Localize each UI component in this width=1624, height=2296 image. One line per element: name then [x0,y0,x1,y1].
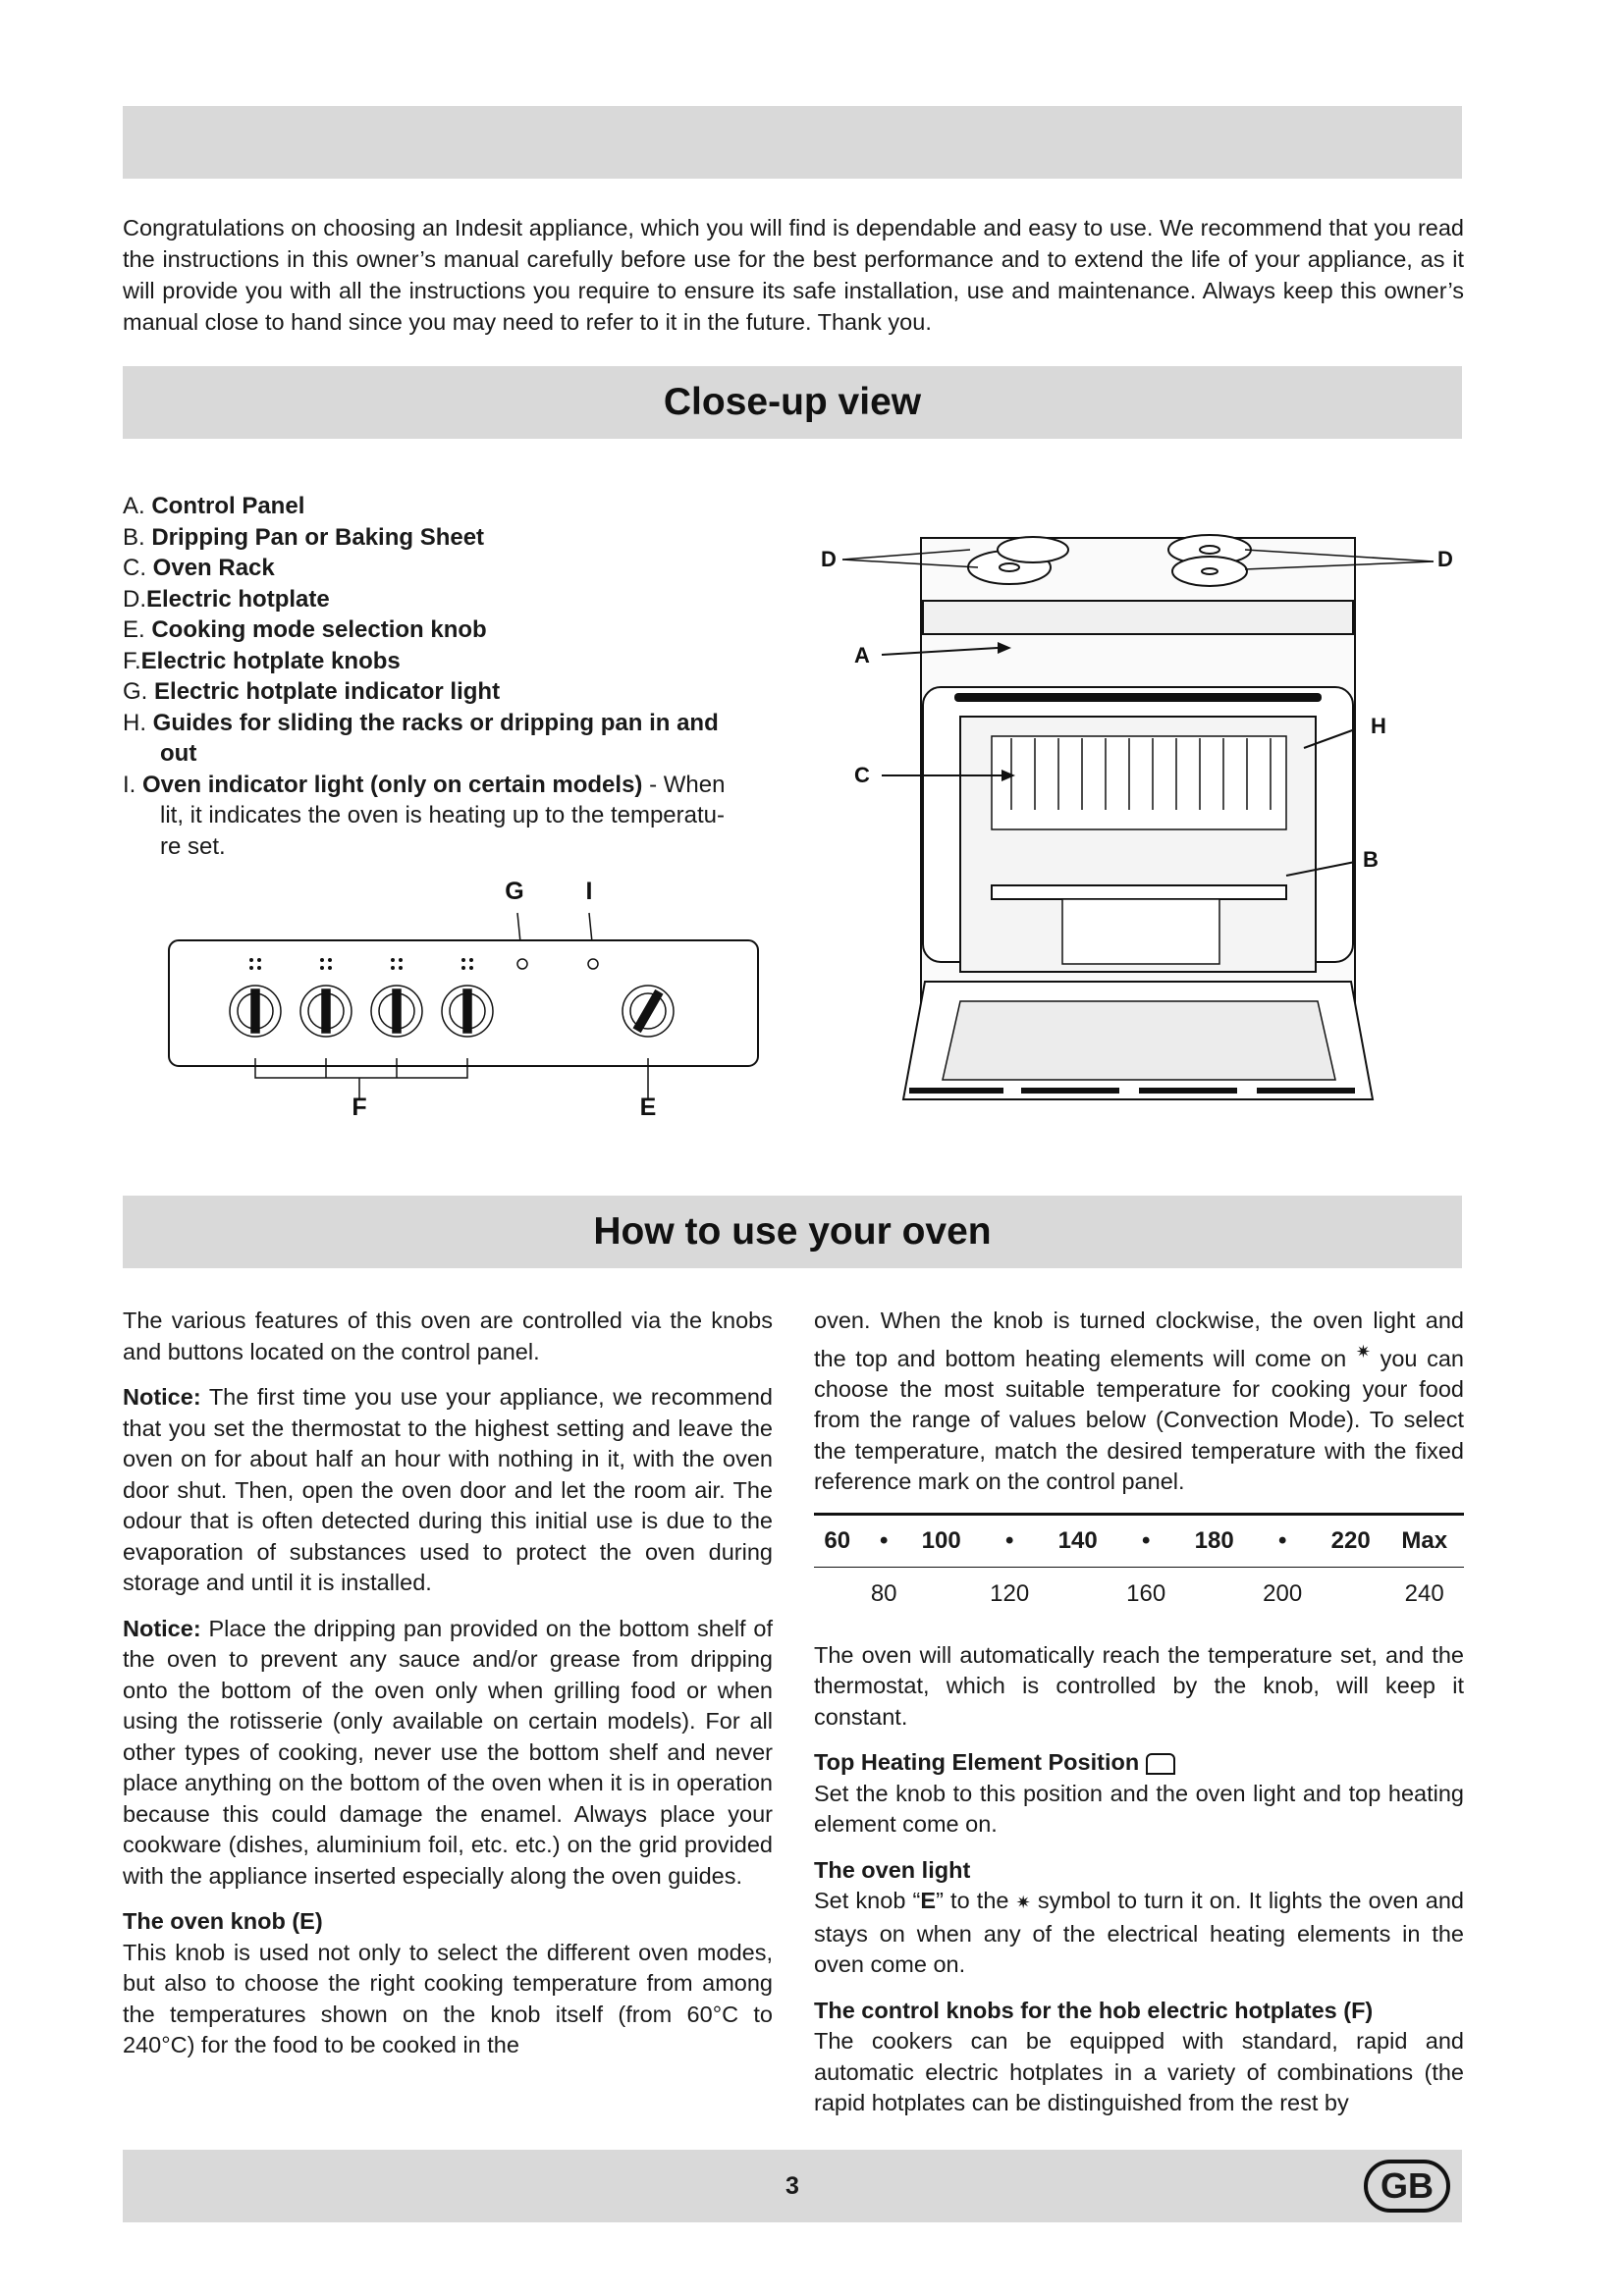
legend-item-c: C. Oven Rack [123,555,275,581]
legend-item-h-cont: out [160,740,197,767]
label-i: I [585,878,593,905]
label-d-right: D [1437,547,1453,571]
oven-knob-heading: The oven knob (E) [123,1908,323,1934]
label-c: C [854,763,870,787]
oven-light-heading: The oven light [814,1856,971,1883]
legend-item-i-cont: lit, it indicates the oven is heating up to the temperatu- [160,802,726,828]
oven-diagram [805,520,1473,1109]
right-column [814,1306,1464,2134]
legend-item-i-cont2: re set. [160,832,226,860]
country-badge: GB [1364,2160,1450,2213]
legend-item-i: I. Oven indicator light (only on certain models) - When [123,771,726,798]
intro-paragraph: Congratulations on choosing an Indesit appliance, which you will find is dependable and easy to use. We recommend that you read the instructions in this owner’s manual carefully before use for the best performance and to extend the life of your appliance, as it will provide you with all the instructions you require to ensure its safe installation, use and maintenance. Always keep this owner’s manual close to hand since you may need to refer to it in the future. Thank you. [123,215,1464,335]
oven-light-icon: ✷ [1355,1341,1371,1362]
hotplate-knob-3 [371,986,422,1037]
label-d-left: D [821,547,837,571]
control-panel-diagram [157,864,785,1129]
close-up-view-bar [123,366,1462,439]
temperature-row-regular: 80 120 160 200 240 [870,1580,1444,1608]
left-column [123,1306,773,2076]
top-element-icon [1146,1753,1175,1775]
top-heating-text: Set the knob to this position and the oven light and top heating element come on. [814,1780,1464,1838]
label-e: E [639,1094,657,1121]
section-title-close-up: Close-up view [663,381,922,423]
knob-clockwise-text: oven. When the knob is turned clockwise, the oven light and the top and bottom heating elements will come on ✷ you can choose the most suitable temperature for cooking your food from the range of values below (Convection Mode). To select the temperature, match the desired temperature with the fixed reference mark on the control panel. [814,1308,1464,1495]
hotplate-knob-1 [230,986,281,1037]
temperature-row-bold: 60 • 100 • 140 • 180 • 220 Max [814,1514,1464,1567]
notice-thermostat: Notice: The first time you use your appliance, we recommend that you set the thermostat to the highest setting and leave the oven on for about half an hour with nothing in it, with the oven door shut. Then, open the oven door and let the room air. The odour that is often detected during this initial use is due to the evaporation of substances used to protect the oven during storage and until it is installed. [123,1384,773,1595]
legend-item-e: E. Cooking mode selection knob [123,616,487,643]
hotplate-knob-4 [442,986,493,1037]
footer-bar [123,2150,1462,2222]
oven-knob [623,986,674,1037]
legend-item-h: H. Guides for sliding the racks or dripping pan in and [123,709,719,736]
label-h: H [1371,714,1386,738]
oven-light-text: Set knob “E” to the ✷ symbol to turn it on. It lights the oven and stays on when any of the electrical heating elements in the oven come on. [814,1888,1464,1978]
legend-item-f: F.Electric hotplate knobs [123,647,401,674]
label-b: B [1363,847,1379,872]
legend-item-a: A. Control Panel [123,493,305,519]
legend-item-d: D.Electric hotplate [123,585,330,613]
label-a: A [854,643,870,667]
section-title-how-to-use: How to use your oven [593,1210,992,1253]
label-g: G [505,878,524,905]
hob-knobs-heading: The control knobs for the hob electric hotplates (F) [814,1997,1374,2023]
how-to-use-bar [123,1196,1462,1268]
page-number: 3 [785,2172,799,2200]
parts-legend [123,491,776,862]
hob-knobs-text: The cookers can be equipped with standard, rapid and automatic electric hotplates in a variety of combinations (the rapid hotplates can be distinguished from the rest by [814,2028,1464,2116]
label-f: F [352,1094,367,1121]
oven-knob-text: This knob is used not only to select the different oven modes, but also to choose the right cooking temperature from among the temperatures shown on the knob itself (from 60°C to 240°C) for the food to be cooked in the [123,1939,773,2057]
light-symbol-icon: ✷ [1015,1893,1031,1913]
hotplate-knob-2 [300,986,352,1037]
controls-intro: The various features of this oven are controlled via the knobs and buttons located on the control panel. [123,1308,773,1364]
legend-item-g: G. Electric hotplate indicator light [123,678,501,705]
legend-item-b: B. Dripping Pan or Baking Sheet [123,523,485,551]
temperature-table [814,1513,1464,1621]
notice-dripping-pan: Notice: Place the dripping pan provided on the bottom shelf of the oven to prevent any sauce and/or grease from dripping onto the bottom of the oven only when grilling food or when using the rotisserie (only available on certain models). For all other types of cooking, never use the bottom shelf and never place anything on the bottom of the oven when it is in operation because this could damage the enamel. Always place your cookware (dishes, aluminium foil, etc. etc.) on the grid provided with the appliance inserted especially along the oven guides. [123,1615,773,1889]
top-header-bar [123,106,1462,179]
thermostat-text: The oven will automatically reach the temperature set, and the thermostat, which is controlled by the knob, will keep it constant. [814,1641,1464,1730]
top-heating-heading: Top Heating Element Position [814,1747,1464,1779]
